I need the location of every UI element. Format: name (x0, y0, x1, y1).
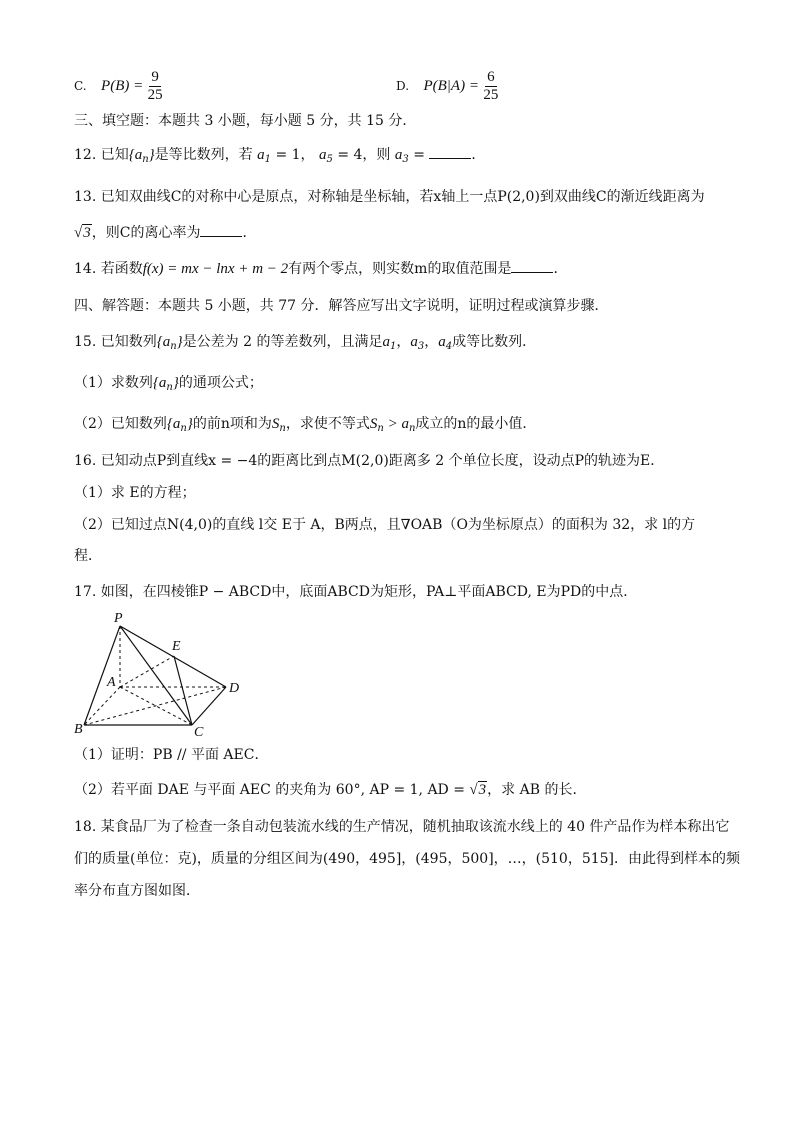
answer-blank[interactable] (200, 224, 242, 237)
section-heading-3: 三、填空题：本题共 3 小题，每小题 5 分，共 15 分． (74, 113, 417, 129)
vertex-label-B: B (74, 722, 83, 737)
pyramid-figure (74, 610, 254, 740)
answer-blank[interactable] (511, 260, 553, 273)
section-heading-4: 四、解答题：本题共 5 小题，共 77 分．解答应写出文字说明，证明过程或演算步骤． (74, 298, 609, 314)
question-13-line-1: 13. 已知双曲线C的对称中心是原点，对称轴是坐标轴，若x轴上一点P(2,0)到双曲线C的渐近线距离为 (74, 189, 705, 205)
question-16-stem: 16. 已知动点P到直线x = −4的距离比到点M(2,0)距离多 2 个单位长度，设动点P的轨迹为E． (74, 453, 665, 469)
option-c: C. P(B) = $\frac{9}{25}$ (74, 68, 163, 103)
question-15-part-1: （1）求数列$\{a_n\}$的通项公式； (74, 375, 263, 393)
sqrt-3: √3 (74, 225, 91, 241)
question-15-stem: 15. 已知数列$\{a_n\}$是公差为 2 的等差数列，且满足$a_1$，$a_3$，$a_4$成等比数列． (74, 334, 537, 352)
vertex-label-A: A (107, 675, 116, 690)
vertex-label-C: C (194, 725, 204, 740)
edge-BD (84, 687, 226, 725)
vertex-label-E: E (172, 639, 181, 654)
sqrt-3: √3 (469, 782, 487, 798)
question-18-line-1: 18. 某食品厂为了检查一条自动包装流水线的生产情况，随机抽取该流水线上的 40 件产品作为样本称出它 (74, 819, 730, 835)
question-17-part-2: （2）若平面 DAE 与平面 AEC 的夹角为 60°, AP = 1, AD = √3，求 AB 的长． (74, 782, 587, 798)
question-12: 12. 已知$\{a_n\}$是等比数列，若 $a_1 = 1$， $a_5 = 4$，则 $a_3$ = ． (74, 147, 486, 165)
question-16-part-2-line-1: （2）已知过点N(4,0)的直线 l交 E于 A，B两点，且∇OAB（O为坐标原点）的面积为 32，求 l的方 (74, 517, 696, 533)
question-16-part-2-line-2: 程． (74, 548, 102, 564)
edge-PC (120, 626, 192, 725)
edge-AE (120, 656, 174, 687)
answer-blank[interactable] (429, 146, 471, 159)
option-d: D. P(B|A) = $\frac{6}{25}$ (396, 68, 499, 103)
edge-AB (84, 687, 120, 725)
fraction-c: $\frac{9}{25}$ (147, 68, 163, 103)
fraction-d: $\frac{6}{25}$ (483, 68, 499, 103)
vertex-label-P: P (114, 611, 123, 626)
question-18-line-2: 们的质量(单位：克)，质量的分组区间为(490，495]，(495，500]，…，(510，515]．由此得到样本的频 (74, 851, 741, 867)
vertex-label-D: D (229, 681, 240, 696)
question-17-part-1: （1）证明：PB // 平面 AEC． (74, 747, 269, 763)
edge-CD (192, 687, 226, 725)
question-14: 14. 若函数f(x) = mx − lnx + m − 2有两个零点，则实数m的取值范围是 ． (74, 261, 568, 277)
question-17-stem: 17. 如图，在四棱锥P − ABCD中，底面ABCD为矩形，PA⊥平面ABCD, E为PD的中点． (74, 584, 638, 600)
question-13-line-2: √3，则C的离心率为 ． (74, 225, 257, 241)
question-18-line-3: 率分布直方图如图． (74, 883, 200, 899)
question-16-part-1: （1）求 E的方程； (74, 485, 196, 501)
question-15-part-2: （2）已知数列$\{a_n\}$的前n项和为$S_n$，求使不等式$S_n > a_n$成立的n的最小值． (74, 416, 537, 434)
